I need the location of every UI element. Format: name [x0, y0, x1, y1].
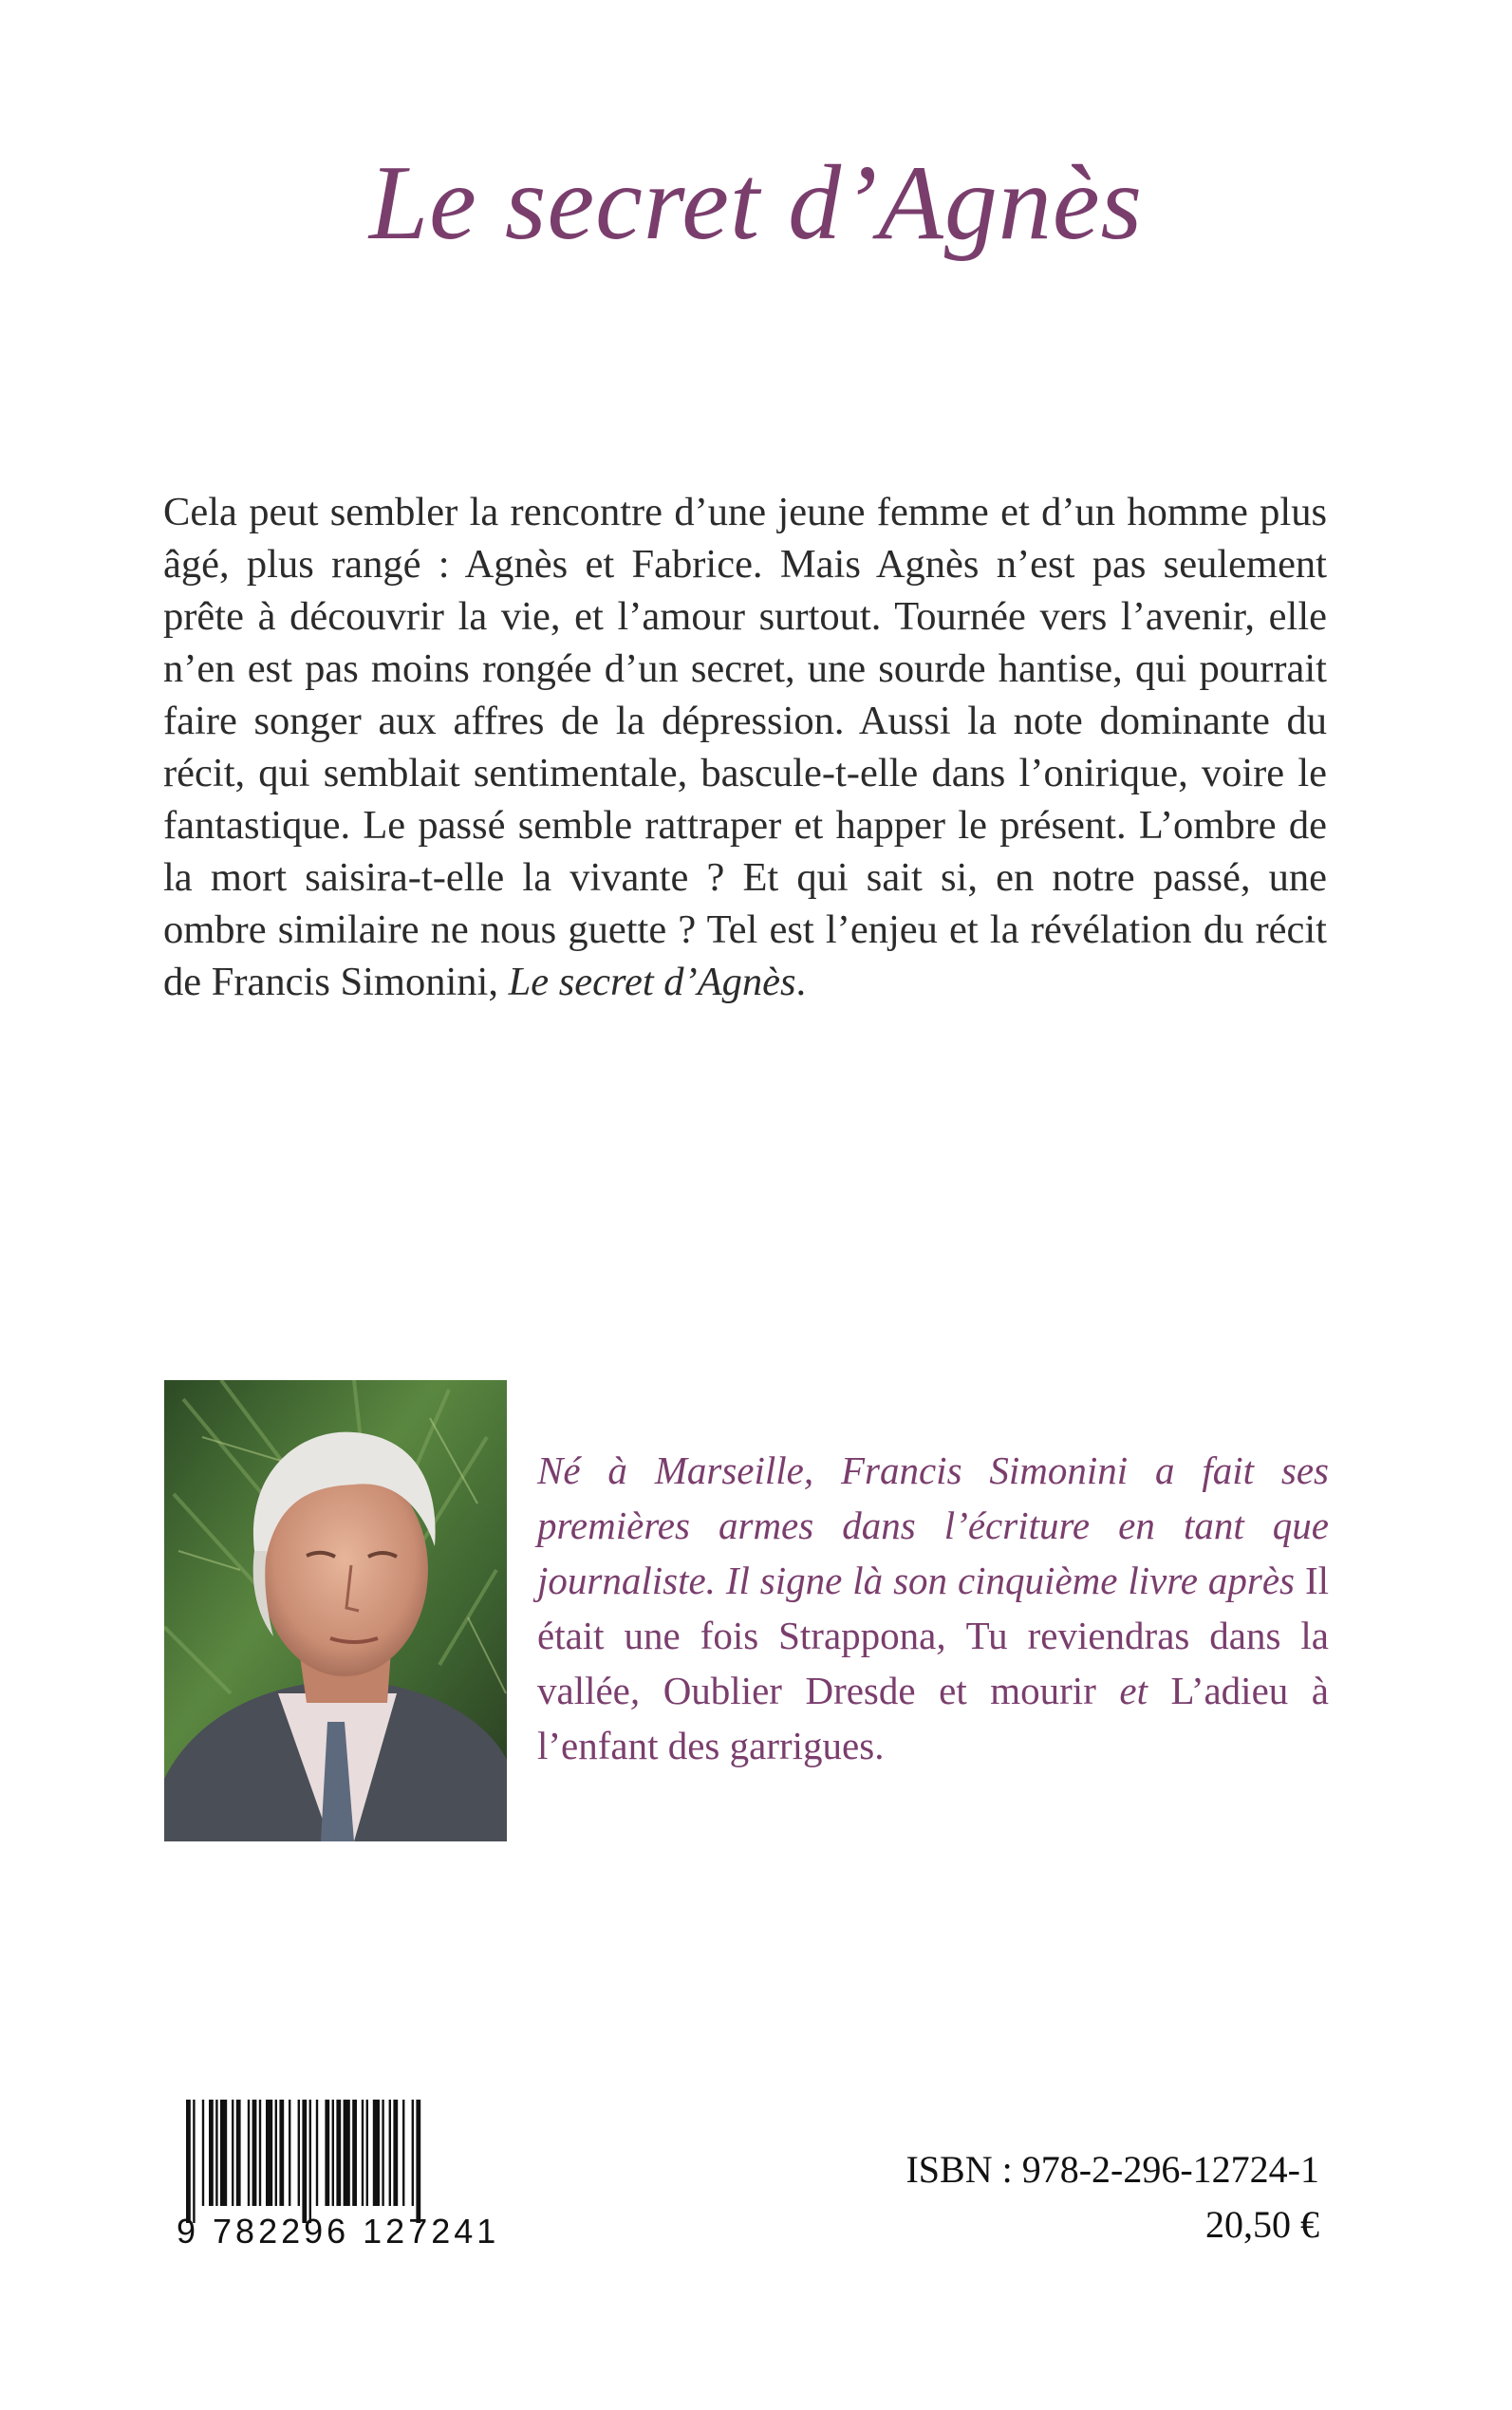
barcode-bar — [248, 2100, 250, 2206]
barcode-bar — [344, 2100, 350, 2206]
book-title: Le secret d’Agnès — [368, 144, 1144, 262]
barcode-bar — [236, 2100, 241, 2206]
barcode-bar — [232, 2100, 233, 2206]
barcode-bar — [289, 2100, 290, 2206]
barcode-bar — [298, 2100, 300, 2206]
bio-end: . — [874, 1724, 885, 1767]
bio-book-3: Oublier Dresde et mourir — [663, 1669, 1096, 1712]
blurb-text: Cela peut sembler la rencontre d’une jeune femme et d’un homme plus âgé, plus rangé : Agnès et Fabrice. Mais Agnès n’est pas seulement prête à découvrir la vie, et l’amour surtout. Tournée vers l’avenir, elle n’en est pas moins rongée d’un secret, une sourde hantise, qui pourrait faire songer aux affres de la dépression. Aussi la note dominante du récit, qui semblait sentimentale, bascule-t-elle dans l’onirique, voire le fantastique. Le passé semble rattraper et happer le présent. L’ombre de la mort saisira-t-elle la vivante ? Et qui sait si, en notre passé, une ombre similaire ne nous guette ? Tel est l’enjeu et la révélation du récit de Francis Simonini, — [163, 490, 1327, 1004]
bio-separator-3: et — [1095, 1669, 1171, 1712]
barcode-bar — [202, 2100, 204, 2206]
bio-separator-2: , — [629, 1669, 663, 1712]
barcode-bar — [266, 2100, 272, 2206]
barcode-bar — [316, 2100, 318, 2206]
barcode-bar — [366, 2100, 368, 2206]
barcode-bar — [373, 2100, 380, 2206]
barcode-bar — [279, 2100, 284, 2206]
bio-separator-1: , — [936, 1614, 966, 1657]
author-portrait-photo — [164, 1380, 507, 1841]
barcode-bar — [412, 2100, 414, 2206]
barcode-bar — [416, 2100, 420, 2223]
barcode-bar — [325, 2100, 329, 2206]
author-bio — [537, 1443, 1329, 1773]
bio-text: Né à Marseille, Francis Simonini a fait ses premières armes dans l’écriture en tant que journaliste. Il signe là son cinquième livre après — [537, 1448, 1329, 1602]
blurb-end: . — [795, 960, 807, 1004]
barcode-bar — [252, 2100, 257, 2206]
bio-book-4: L’adieu à l’enfant des garrigues — [537, 1669, 1330, 1767]
barcode-bar — [309, 2100, 311, 2223]
barcode-bar — [393, 2100, 398, 2206]
barcode-bar — [332, 2100, 334, 2206]
author-portrait-image — [164, 1380, 507, 1841]
barcode-bar — [220, 2100, 227, 2206]
barcode-bar — [362, 2100, 364, 2206]
bio-book-1: Il était une fois Strappona — [537, 1559, 1329, 1657]
barcode-bar — [382, 2100, 383, 2206]
blurb-book-title: Le secret d’Agnès — [508, 960, 796, 1004]
isbn: ISBN : 978-2-296-12724-1 — [905, 2148, 1319, 2191]
barcode-bar — [275, 2100, 277, 2206]
barcode-bar — [193, 2100, 195, 2223]
barcode-bar — [352, 2100, 357, 2206]
barcode-number: 9 782296 127241 — [177, 2212, 500, 2251]
bio-book-2: Tu reviendras dans la vallée — [537, 1614, 1330, 1712]
barcode-bar — [402, 2100, 404, 2206]
book-blurb — [163, 486, 1327, 1008]
barcode-bar — [259, 2100, 261, 2206]
barcode-bar — [215, 2100, 217, 2206]
barcode-bar — [209, 2100, 214, 2206]
barcode-bar — [186, 2100, 191, 2223]
barcode-bar — [336, 2100, 341, 2206]
price: 20,50 € — [1205, 2203, 1319, 2246]
barcode-bar — [389, 2100, 391, 2206]
barcode-bar — [302, 2100, 307, 2223]
